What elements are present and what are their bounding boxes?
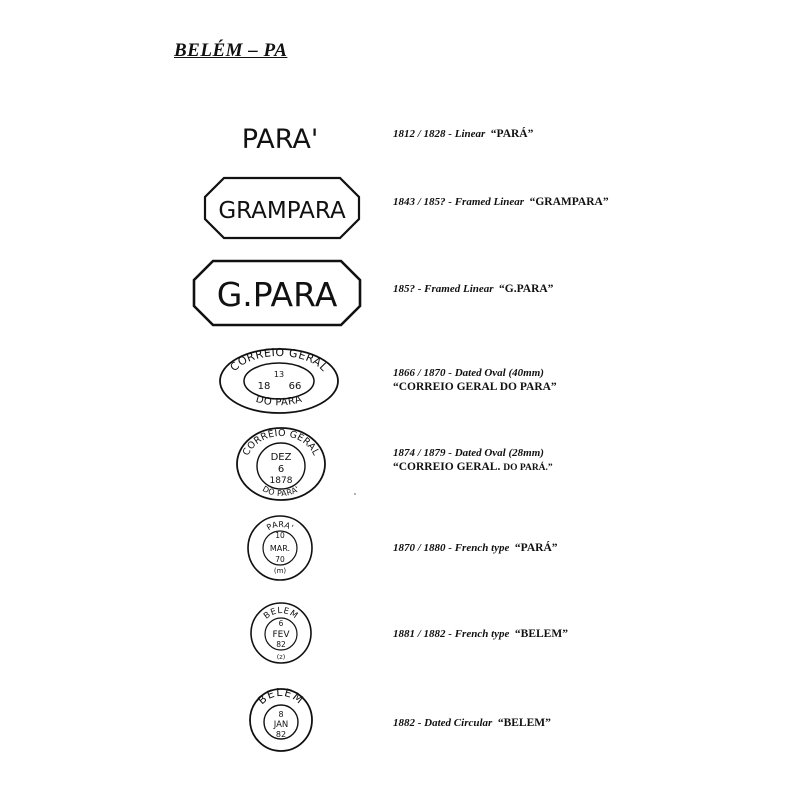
postmark-caption: [393, 446, 553, 475]
postmark-caption: [393, 366, 557, 394]
circular-day: 8: [278, 710, 284, 719]
postmark-text: G.PARA: [216, 275, 338, 314]
french-day: 10: [275, 531, 285, 540]
caption-line2: “CORREIO GERAL DO PARA”: [393, 381, 557, 393]
circular-top-text: BELEM: [255, 687, 307, 708]
oval-day: 6: [277, 464, 285, 475]
postmark-circular-belem: [248, 687, 314, 753]
postmark-caption: [393, 282, 553, 296]
oval-year-a: 18: [257, 381, 271, 392]
speck: [354, 493, 356, 495]
postmark-grampara-framed: [202, 175, 362, 241]
circular-year: 82: [275, 730, 287, 739]
oval-outer-bottom-text: DO PARA: [254, 393, 304, 409]
caption-line2-b: DO PARÁ.”: [503, 463, 553, 473]
postmark-french-para: [246, 513, 314, 583]
french-top-text: PARA': [265, 519, 296, 533]
caption-name: “PARÁ”: [490, 128, 534, 140]
oval-day: 13: [273, 370, 285, 379]
french-day: 6: [278, 619, 284, 628]
postmark-caption: [393, 195, 609, 209]
caption-period: 185? - Framed Linear: [393, 283, 494, 295]
postmark-caption: [393, 716, 551, 730]
oval-outer-bottom-text: DO PARA': [260, 484, 302, 499]
caption-period: 1870 / 1880 - French type: [393, 542, 510, 554]
caption-period: 1812 / 1828 - Linear: [393, 128, 486, 140]
caption-name: “GRAMPARA”: [529, 196, 609, 208]
french-bottom-text: (z): [276, 653, 286, 661]
postmark-french-belem: [249, 601, 313, 665]
caption-period: 1874 / 1879 - Dated Oval (28mm): [393, 447, 544, 459]
caption-line2: [393, 460, 553, 475]
french-year: 70: [275, 555, 285, 564]
postmark-gpara-framed: [191, 258, 363, 328]
postmark-oval-28mm: [234, 426, 328, 502]
postmark-caption: [393, 627, 568, 641]
french-bottom-text: (m): [273, 567, 287, 575]
oval-year: 1878: [269, 476, 293, 486]
postmark-text: GRAMPARA: [218, 198, 346, 224]
postmark-caption: [393, 127, 533, 141]
page-title: BELÉM – PA: [174, 40, 288, 61]
oval-outer-top-text: CORREIO GERAL: [227, 346, 331, 375]
postmark-oval-40mm: [217, 346, 341, 416]
caption-name: “BELEM”: [497, 717, 551, 729]
caption-period: 1843 / 185? - Framed Linear: [393, 196, 525, 208]
postmark-para-linear: [230, 118, 330, 158]
caption-name: “PARÁ”: [514, 542, 558, 554]
oval-outer-top-text: CORREIO GERAL: [240, 427, 322, 458]
french-top-text: BELEM: [261, 605, 300, 622]
french-month: MAR.: [269, 544, 291, 553]
caption-period: 1882 - Dated Circular: [393, 717, 493, 729]
caption-period: 1881 / 1882 - French type: [393, 628, 510, 640]
caption-name: “G.PARA”: [499, 283, 554, 295]
postmark-caption: [393, 541, 558, 555]
postmark-text: PARA': [241, 124, 319, 155]
caption-name: “BELEM”: [514, 628, 568, 640]
caption-period: 1866 / 1870 - Dated Oval (40mm): [393, 367, 544, 379]
french-month: FEV: [272, 630, 290, 640]
oval-month: DEZ: [270, 452, 292, 463]
caption-line2-a: “CORREIO GERAL.: [393, 461, 504, 473]
french-year: 82: [276, 640, 286, 649]
oval-year-b: 66: [288, 381, 302, 392]
circular-month: JAN: [273, 720, 289, 730]
